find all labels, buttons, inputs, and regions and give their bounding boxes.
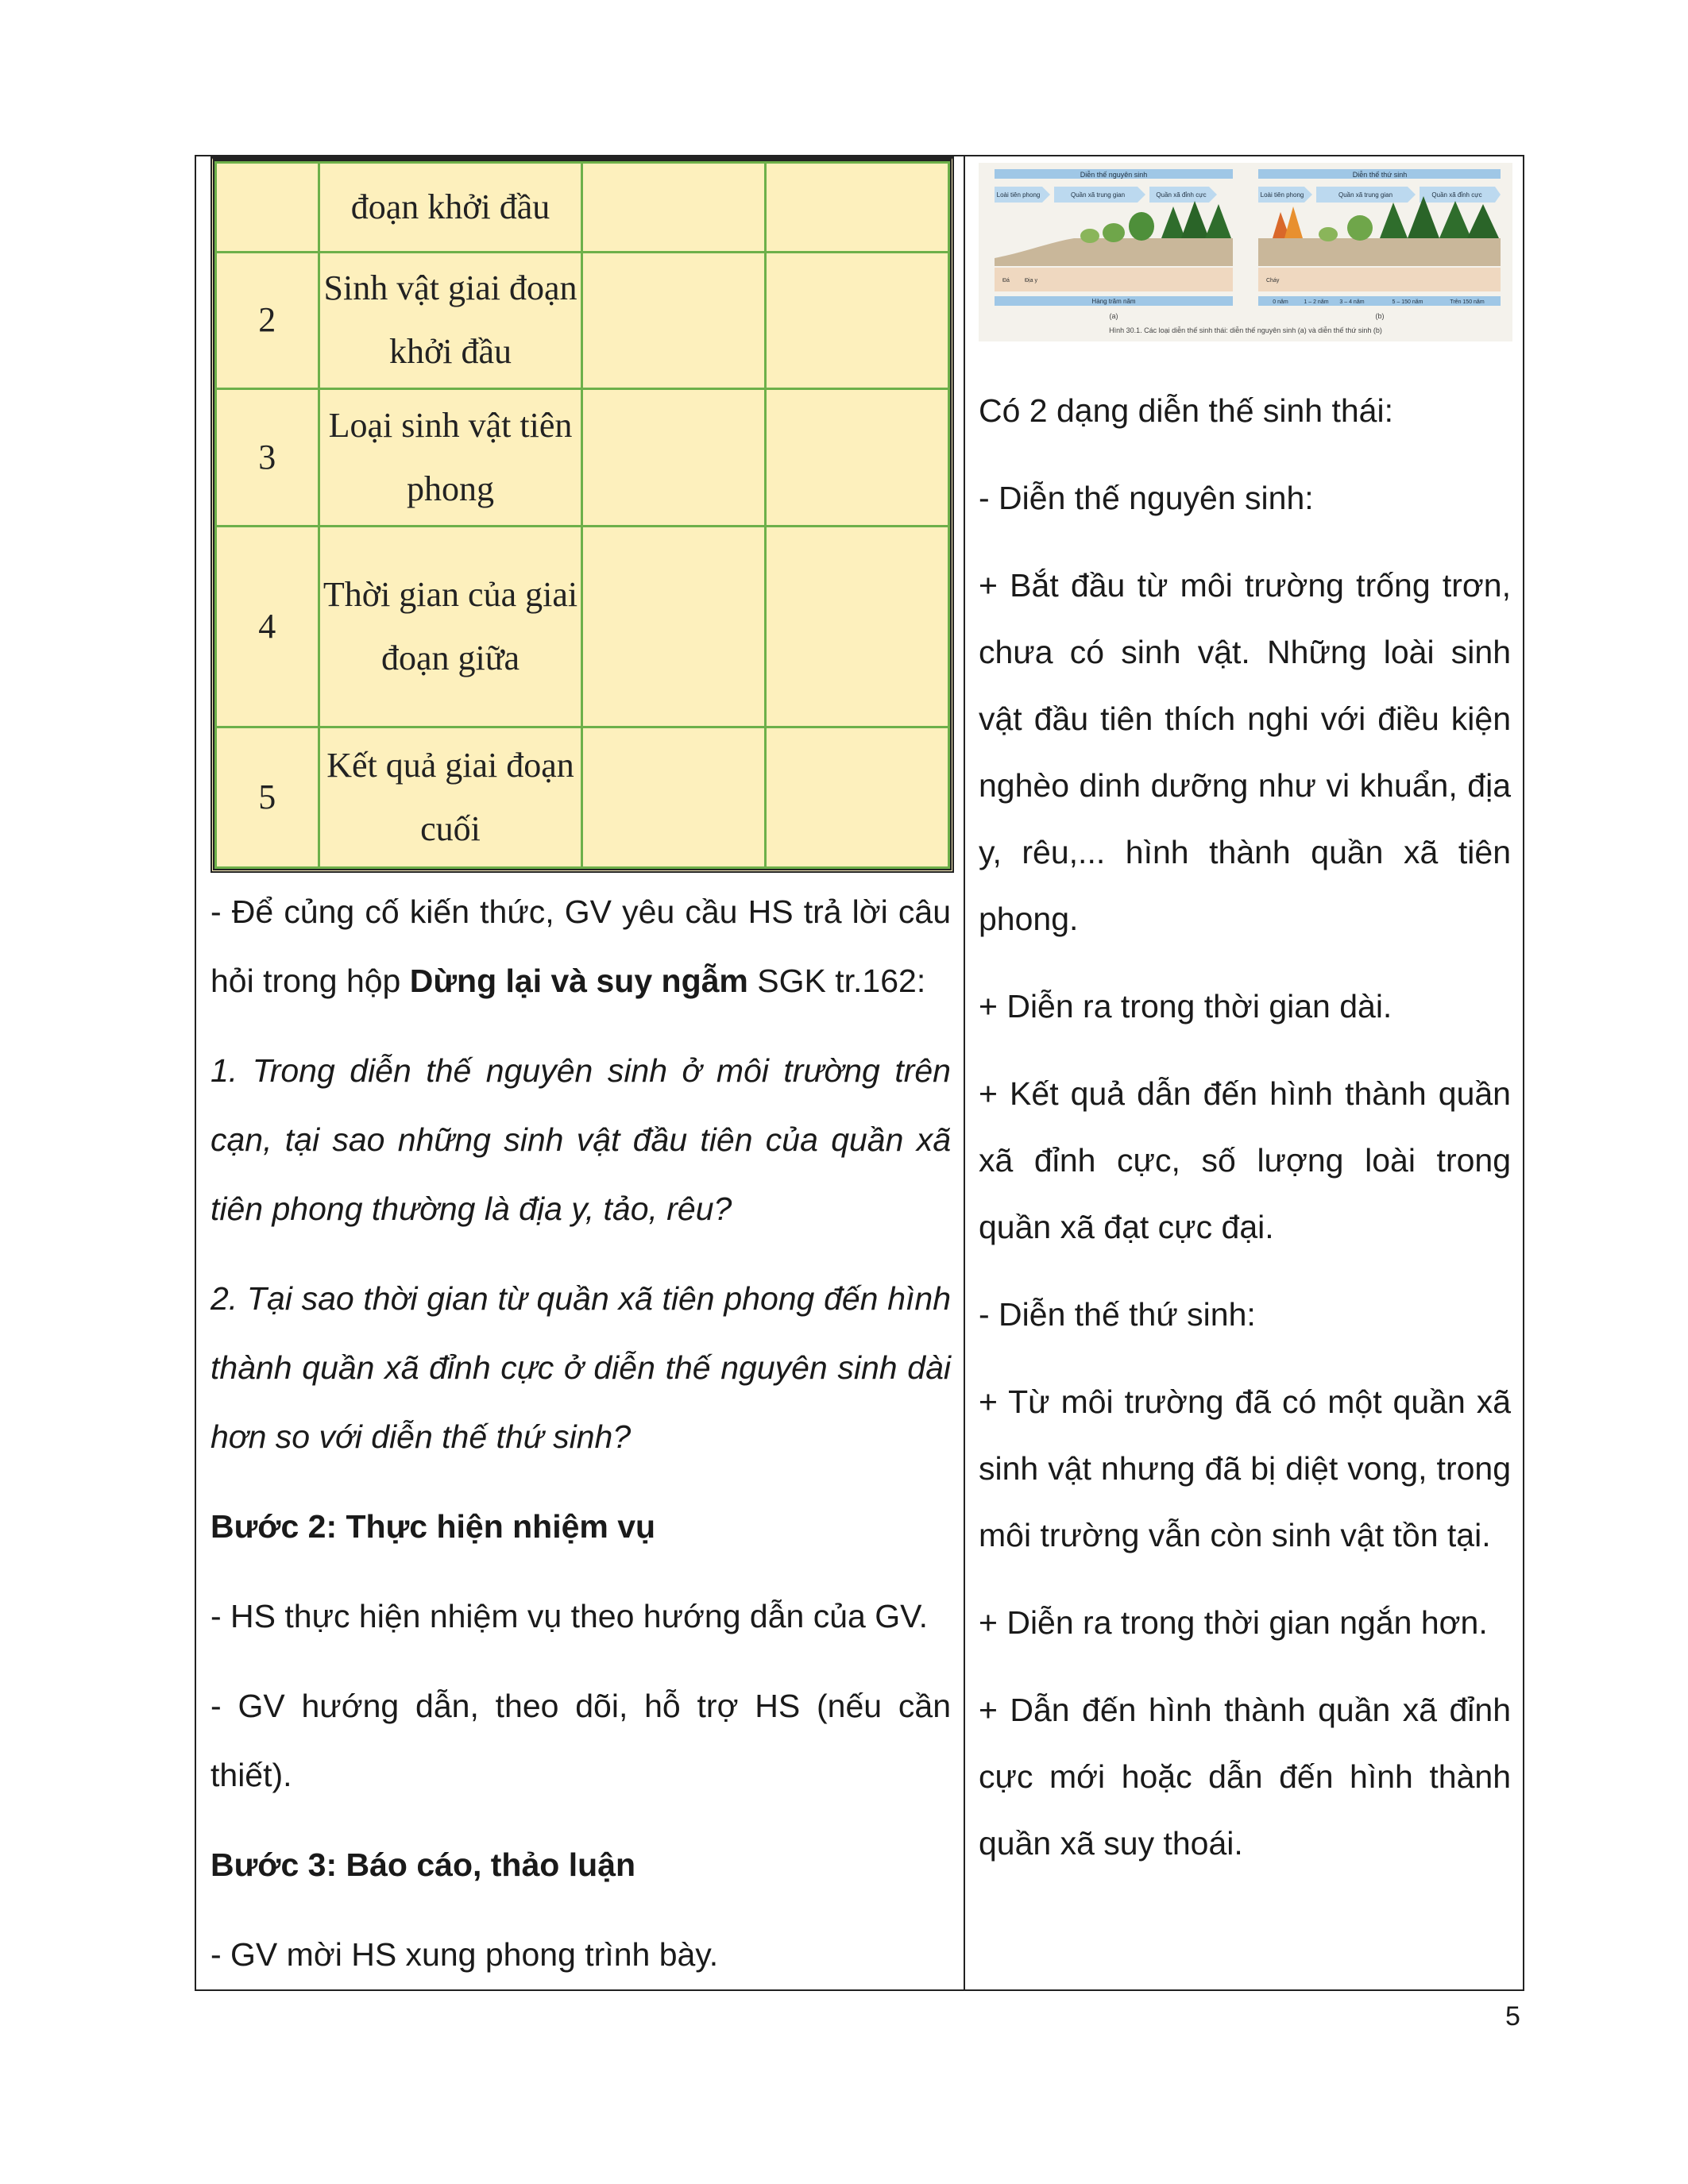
- cell-primary-succession[interactable]: [582, 389, 766, 527]
- cell-secondary-succession[interactable]: [766, 527, 949, 727]
- question-2: 2. Tại sao thời gian từ quần xã tiên phong đến hình thành quần xã đỉnh cực ở diễn thế nguyên sinh dài hơn so với diễn thế thứ sinh?: [211, 1280, 951, 1455]
- succession-types-intro: Có 2 dạng diễn thế sinh thái:: [979, 392, 1393, 429]
- row-criterion: đoạn khởi đầu: [319, 163, 582, 253]
- figure-caption: Hình 30.1. Các loại diễn thế sinh thái: diễn thế nguyên sinh (a) và diễn thế thứ sinh (b): [1109, 326, 1382, 334]
- a-time-label: Hàng trăm năm: [1091, 298, 1136, 305]
- a-stage-label: Loài tiên phong: [996, 191, 1041, 199]
- b-ground-label: Cháy: [1266, 278, 1280, 284]
- row-number: 5: [216, 727, 319, 868]
- b-stage-label: Loài tiên phong: [1260, 191, 1304, 199]
- column-divider: [964, 156, 965, 1989]
- a-ground-label: Địa y: [1025, 278, 1037, 284]
- a-stage-label: Quần xã đỉnh cực: [1156, 191, 1207, 199]
- secondary-succession-heading: - Diễn thế thứ sinh:: [979, 1296, 1256, 1333]
- b-stage-label: Quần xã đỉnh cực: [1431, 191, 1482, 199]
- b-time-label: 1 – 2 năm: [1304, 299, 1329, 305]
- intro-paragraph: - Để củng cố kiến thức, GV yêu cầu HS trả lời câu hỏi trong hộp Dừng lại và suy ngẫm SGK tr.162:: [211, 893, 951, 999]
- row-criterion: Kết quả giai đoạn cuối: [319, 727, 582, 868]
- primary-succession-heading: - Diễn thế nguyên sinh:: [979, 480, 1314, 516]
- panel-a-title: Diễn thế nguyên sinh: [1080, 171, 1148, 179]
- panel-b: [1258, 169, 1501, 320]
- step-2-item: - GV hướng dẫn, theo dõi, hỗ trợ HS (nếu cần thiết).: [211, 1688, 951, 1793]
- panel-b-label: (b): [1375, 312, 1385, 320]
- secondary-succession-point: + Dẫn đến hình thành quần xã đỉnh cực mới hoặc dẫn đến hình thành quần xã suy thoái.: [979, 1692, 1511, 1862]
- panel-b-title: Diễn thế thứ sinh: [1352, 171, 1408, 179]
- step-3-heading: Bước 3: Báo cáo, thảo luận: [211, 1846, 635, 1883]
- b-time-label: 0 năm: [1273, 299, 1288, 305]
- row-criterion: Thời gian của giai đoạn giữa: [319, 527, 582, 727]
- cell-secondary-succession[interactable]: [766, 389, 949, 527]
- b-time-label: 5 – 150 năm: [1392, 299, 1423, 305]
- table-row: [216, 727, 949, 868]
- cell-secondary-succession[interactable]: [766, 727, 949, 868]
- cell-primary-succession[interactable]: [582, 163, 766, 253]
- b-time-label: Trên 150 năm: [1450, 299, 1485, 305]
- succession-figure: [979, 163, 1512, 341]
- secondary-succession-point: + Diễn ra trong thời gian ngắn hơn.: [979, 1604, 1488, 1641]
- comparison-table: [211, 156, 954, 873]
- left-column-text: [211, 878, 951, 2010]
- cell-primary-succession[interactable]: [582, 727, 766, 868]
- row-criterion: Sinh vật giai đoạn khởi đầu: [319, 252, 582, 389]
- row-criterion: Loại sinh vật tiên phong: [319, 389, 582, 527]
- primary-succession-point: + Kết quả dẫn đến hình thành quần xã đỉnh cực, số lượng loài trong quần xã đạt cực đại.: [979, 1075, 1511, 1245]
- cell-secondary-succession[interactable]: [766, 163, 949, 253]
- table-row: [216, 389, 949, 527]
- primary-succession-point: + Diễn ra trong thời gian dài.: [979, 988, 1393, 1024]
- step-2-heading: Bước 2: Thực hiện nhiệm vụ: [211, 1508, 656, 1545]
- table-row: [216, 163, 949, 253]
- row-number: 3: [216, 389, 319, 527]
- row-number: [216, 163, 319, 253]
- cell-secondary-succession[interactable]: [766, 252, 949, 389]
- primary-succession-point: + Bắt đầu từ môi trường trống trơn, chưa có sinh vật. Những loài sinh vật đầu tiên thích nghi với điều kiện nghèo dinh dưỡng như vi khuẩn, địa y, rêu,... hình thành quần xã tiên phong.: [979, 567, 1511, 937]
- cell-primary-succession[interactable]: [582, 527, 766, 727]
- cell-primary-succession[interactable]: [582, 252, 766, 389]
- row-number: 4: [216, 527, 319, 727]
- table-row: [216, 527, 949, 727]
- panel-a-label: (a): [1109, 312, 1118, 320]
- question-1: 1. Trong diễn thế nguyên sinh ở môi trường trên cạn, tại sao những sinh vật đầu tiên của quần xã tiên phong thường là địa y, tảo, rêu?: [211, 1052, 951, 1227]
- right-column-text: [979, 377, 1511, 1897]
- step-2-item: - HS thực hiện nhiệm vụ theo hướng dẫn của GV.: [211, 1598, 929, 1634]
- b-stage-label: Quần xã trung gian: [1338, 191, 1393, 199]
- step-3-item: - GV mời HS xung phong trình bày.: [211, 1936, 719, 1973]
- a-stage-label: Quần xã trung gian: [1070, 191, 1126, 199]
- succession-illustration: [979, 163, 1512, 341]
- main-two-column-table: [195, 155, 1524, 1991]
- table-row: [216, 252, 949, 389]
- b-time-label: 3 – 4 năm: [1339, 299, 1365, 305]
- page-number: 5: [1505, 2001, 1520, 2032]
- a-ground-label: Đá: [1002, 278, 1010, 284]
- secondary-succession-point: + Từ môi trường đã có một quần xã sinh vật nhưng đã bị diệt vong, trong môi trường vẫn còn sinh vật tồn tại.: [979, 1383, 1511, 1553]
- row-number: 2: [216, 252, 319, 389]
